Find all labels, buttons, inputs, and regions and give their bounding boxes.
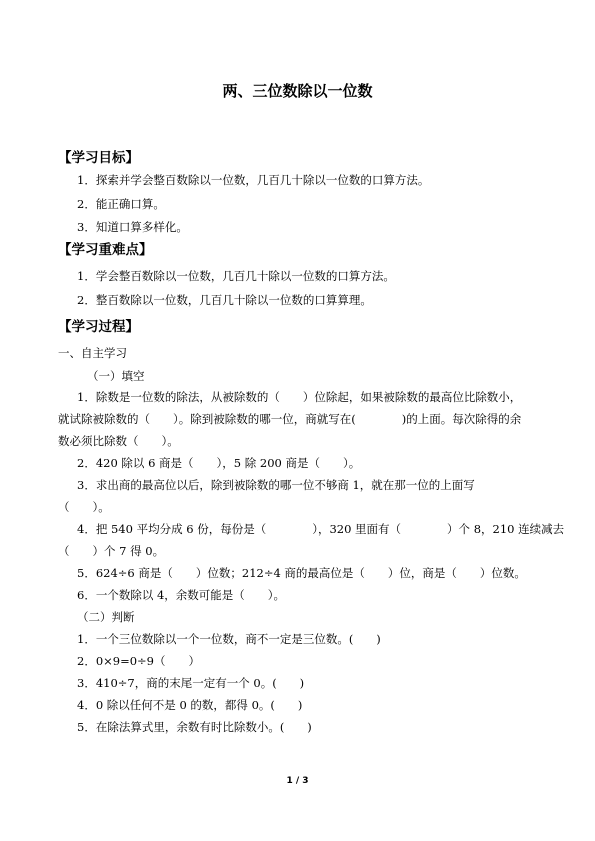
key-point-item: 2．整百数除以一位数，几百几十除以一位数的口算算理。 bbox=[77, 293, 372, 307]
fill-item: 2．420 除以 6 商是（ ），5 除 200 商是（ ）。 bbox=[77, 456, 361, 470]
fill-item: 就试除被除数的（ ）。除到被除数的哪一位，商就写在( )的上面。每次除得的余 bbox=[58, 412, 522, 426]
fill-item: 6．一个数除以 4，余数可能是（ ）。 bbox=[77, 588, 286, 602]
key-point-item: 1．学会整百数除以一位数，几百几十除以一位数的口算方法。 bbox=[77, 269, 395, 283]
fill-item: 1．除数是一位数的除法，从被除数的（ ）位除起，如果被除数的最高位比除数小， bbox=[77, 390, 522, 404]
fill-item: 3．求出商的最高位以后，除到被除数的哪一位不够商 1，就在那一位的上面写 bbox=[77, 478, 475, 492]
page-number: 1 / 3 bbox=[286, 776, 309, 786]
part-heading: 一、自主学习 bbox=[58, 346, 127, 360]
goal-item: 2．能正确口算。 bbox=[77, 197, 165, 211]
goal-item: 1．探索并学会整百数除以一位数，几百几十除以一位数的口算方法。 bbox=[77, 173, 430, 187]
fill-item: 5．624÷6 商是（ ）位数；212÷4 商的最高位是（ ）位，商是（ ）位数。 bbox=[77, 566, 526, 580]
fill-item: 4．把 540 平均分成 6 份，每份是（ ），320 里面有（ ）个 8，210 连续减去 bbox=[77, 522, 565, 536]
process-heading: 【学习过程】 bbox=[58, 319, 139, 335]
judge-item: 5．在除法算式里，余数有时比除数小。( ) bbox=[77, 720, 312, 734]
judge-heading: （二）判断 bbox=[77, 610, 135, 624]
key-points-heading: 【学习重难点】 bbox=[58, 242, 153, 258]
document-title: 两、三位数除以一位数 bbox=[222, 82, 373, 100]
judge-item: 4．0 除以任何不是 0 的数，都得 0。( ) bbox=[77, 698, 303, 712]
fill-item: 数必须比除数（ ）。 bbox=[58, 434, 179, 448]
judge-item: 1．一个三位数除以一个一位数，商不一定是三位数。( ) bbox=[77, 632, 381, 646]
fill-item: （ ）个 7 得 0。 bbox=[58, 544, 165, 558]
goals-heading: 【学习目标】 bbox=[58, 150, 139, 166]
judge-item: 2．0×9=0÷9（ ） bbox=[77, 654, 200, 668]
fill-heading: （一）填空 bbox=[87, 369, 145, 383]
fill-item: （ ）。 bbox=[58, 500, 110, 514]
judge-item: 3．410÷7，商的末尾一定有一个 0。( ) bbox=[77, 676, 305, 690]
goal-item: 3．知道口算多样化。 bbox=[77, 220, 188, 234]
